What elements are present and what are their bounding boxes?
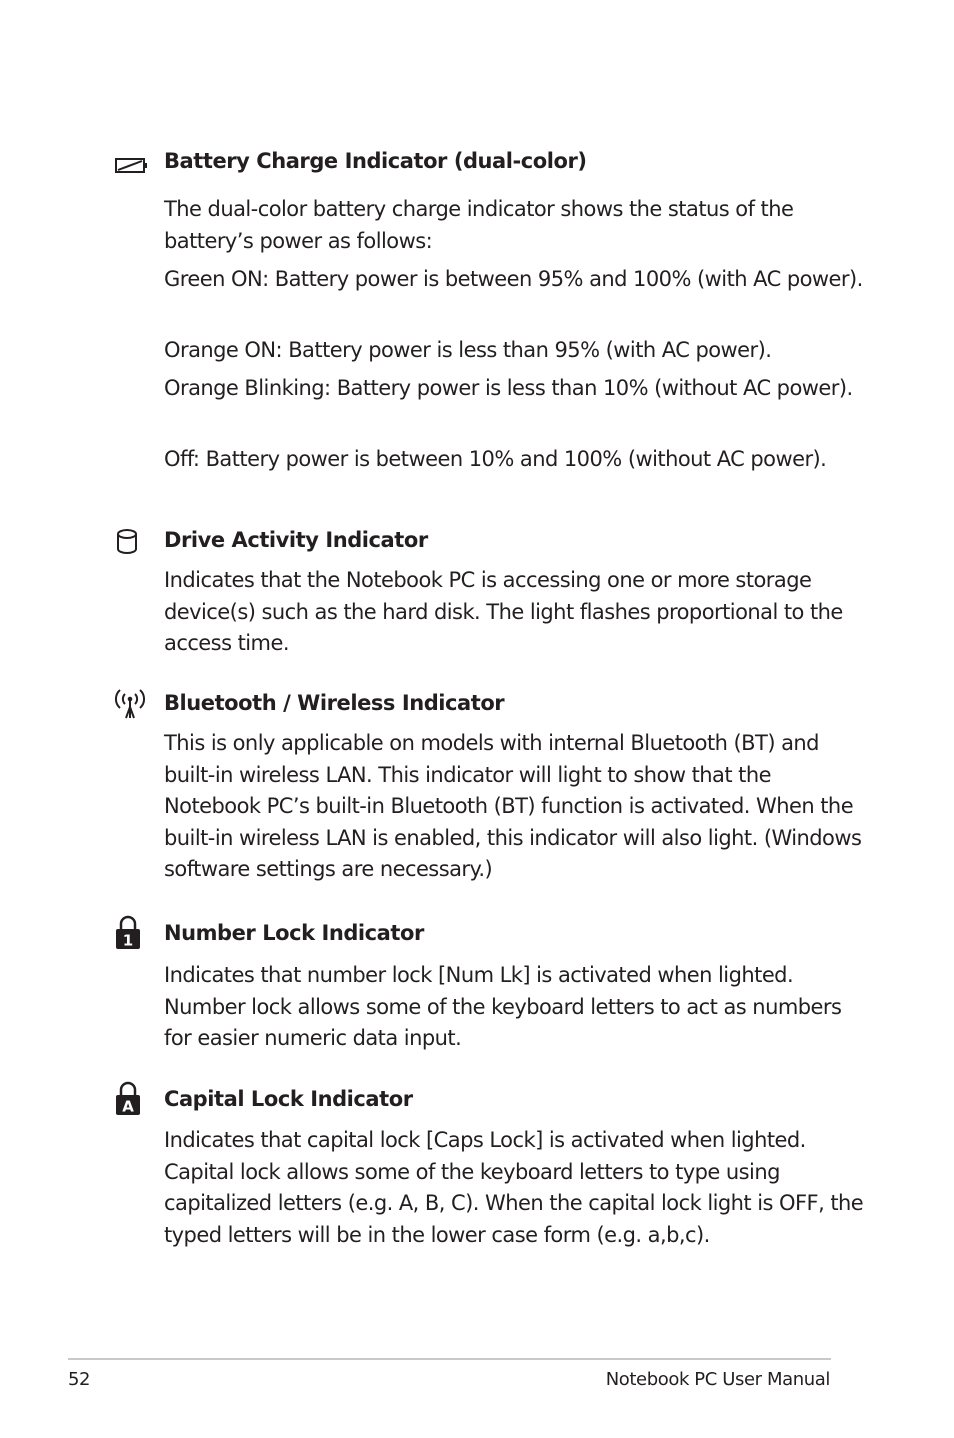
wireless-paragraph: This is only applicable on models with internal Bluetooth (BT) and built-in wireless LAN. This indicator will light to show that the Notebook PC’s built-in Bluetooth (BT) function is activated. When the built-in wireless LAN is enabled, this indicator will also light. (Windows software settings are necessary.) bbox=[164, 731, 862, 881]
battery-charge-heading: Battery Charge Indicator (dual-color) bbox=[164, 149, 587, 173]
wireless-heading: Bluetooth / Wireless Indicator bbox=[164, 691, 505, 715]
battery-charge-icon bbox=[114, 150, 148, 184]
number-lock-icon bbox=[114, 915, 148, 949]
footer-divider bbox=[68, 1358, 831, 1360]
capital-lock-heading: Capital Lock Indicator bbox=[164, 1087, 413, 1111]
number-lock-icon-glyph: 1 bbox=[122, 931, 134, 950]
number-lock-heading: Number Lock Indicator bbox=[164, 921, 424, 945]
drive-activity-paragraph: Indicates that the Notebook PC is accessing one or more storage device(s) such as the hard disk. The light flashes proportional to the access time. bbox=[164, 568, 843, 655]
battery-orange-blinking-paragraph: Orange Blinking: Battery power is less than 10% (without AC power). bbox=[164, 376, 853, 400]
number-lock-paragraph: Indicates that number lock [Num Lk] is activated when lighted. Number lock allows some of the keyboard letters to act as numbers for easier numeric data input. bbox=[164, 963, 842, 1050]
capital-lock-icon bbox=[114, 1081, 148, 1115]
battery-off-paragraph: Off: Battery power is between 10% and 100% (without AC power). bbox=[164, 447, 827, 471]
battery-orange-on-paragraph: Orange ON: Battery power is less than 95% (with AC power). bbox=[164, 338, 772, 362]
page-number: 52 bbox=[68, 1369, 91, 1390]
wireless-icon bbox=[114, 688, 148, 722]
manual-title: Notebook PC User Manual bbox=[605, 1369, 830, 1390]
battery-green-on-paragraph: Green ON: Battery power is between 95% and 100% (with AC power). bbox=[164, 267, 863, 291]
drive-activity-icon bbox=[114, 528, 148, 562]
drive-activity-heading: Drive Activity Indicator bbox=[164, 528, 428, 552]
battery-intro-paragraph: The dual-color battery charge indicator shows the status of the battery’s power as follows: bbox=[164, 197, 794, 253]
capital-lock-paragraph: Indicates that capital lock [Caps Lock] is activated when lighted. Capital lock allows some of the keyboard letters to type using capitalized letters (e.g. A, B, C). When the capital lock light is OFF, the typed letters will be in the lower case form (e.g. a,b,c). bbox=[164, 1128, 864, 1247]
capital-lock-icon-glyph: A bbox=[122, 1097, 134, 1116]
